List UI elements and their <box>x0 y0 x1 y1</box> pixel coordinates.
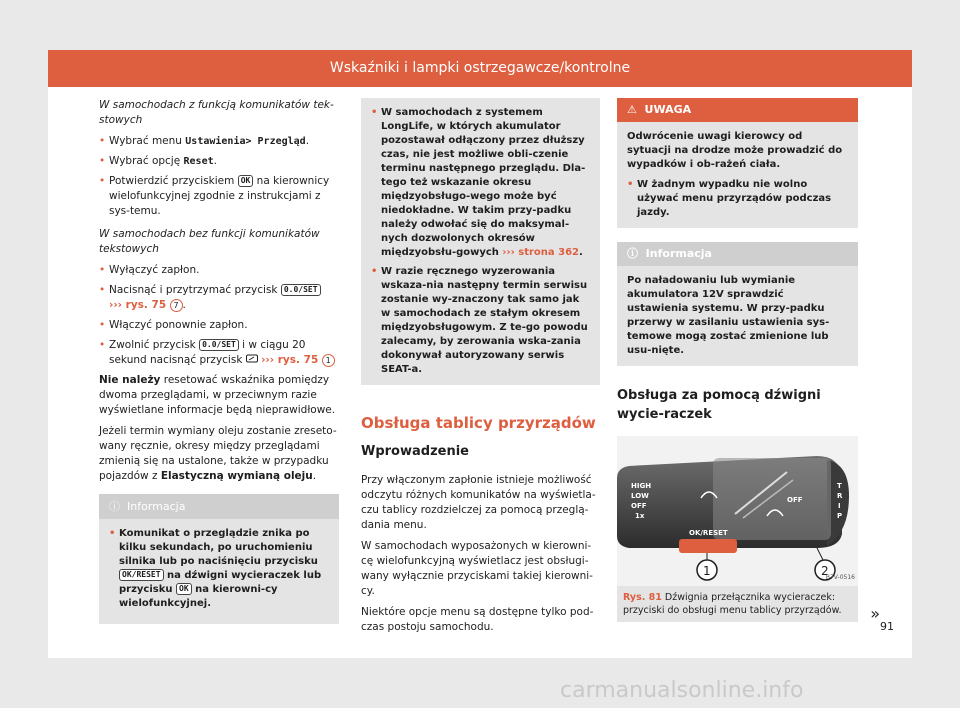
info-box-text: • Komunikat o przeglądzie znika po kilku sekundach, po uruchomieniu silnika lub po naciśnięciu przycisku OK/RESET na dźwigni wycieraczek lub przycisku OK na kierowni-cy wielofunkcyjnej. <box>109 527 329 611</box>
fig-button-label: OK/RESET <box>689 529 728 537</box>
note-manual-reset: Jeżeli termin wymiany oleju zostanie zreseto-wany ręcznie, okresy między przeglądami zmienią się na ustalone, także w przypadku pojazdów z Elastyczną wymianą oleju. <box>99 425 337 482</box>
fig-label-off: OFF <box>631 502 647 510</box>
fig-trip-r: R <box>837 492 843 500</box>
info-box-battery <box>617 242 858 366</box>
step-select-menu: • Wybrać menu Ustawienia> Przegląd. <box>99 134 339 149</box>
figure-ref-link[interactable]: ››› rys. 75 <box>261 354 319 366</box>
section-heading-wiper: Obsługa za pomocą dźwigni wycie-raczek <box>617 388 821 422</box>
warning-triangle-icon: ⚠ <box>627 103 637 116</box>
option-reset: Reset <box>183 156 214 167</box>
intro-no-text-messages: W samochodach bez funkcji komunikatów tekstowych <box>99 228 320 255</box>
fig-callout-1: 1 <box>703 564 711 578</box>
caption-label: Rys. 81 <box>623 592 662 603</box>
figure-ref-link[interactable]: ››› rys. 75 <box>109 299 167 311</box>
paragraph-2: W samochodach wyposażonych w kierowni-cę wielofunkcyjną wyświetlacz jest obsługi-wany wyłącznie przyciskami takiej kierowni-cy. <box>361 540 593 597</box>
info-box-header: ⓘ Informacja <box>617 242 858 266</box>
page-header <box>48 50 912 87</box>
fig-trip-i: I <box>838 502 841 510</box>
info-battery-text: Po naładowaniu lub wymianie akumulatora 12V sprawdzić ustawienia systemu. W przy-padku przerwy w zasilaniu ustawienia sys-temowe mogą zostać zmienione lub usu-nięte. <box>627 275 830 356</box>
step-ignition-off: • Wyłączyć zapłon. <box>99 263 339 278</box>
figure-caption <box>617 586 880 623</box>
watermark: carmanualsonline.info <box>560 678 804 703</box>
set-key-icon: 0.0/SET <box>199 339 239 351</box>
ok-reset-key-icon: OK/RESET <box>119 569 164 581</box>
info-box <box>99 494 339 624</box>
info-box-header: ⓘ Informacja <box>99 494 339 519</box>
wiper-button-icon <box>246 353 258 368</box>
wiper-lever-illustration <box>617 436 858 586</box>
figure-code: B7V-0516 <box>825 574 855 581</box>
page-number: 91 <box>880 620 894 633</box>
step-press-hold: • Nacisnąć i przytrzymać przycisk 0.0/SET ››› rys. 75 7 . <box>99 283 339 313</box>
fig-callout-2: 2 <box>821 564 829 578</box>
caption-text: Dźwignia przełącznika wycieraczek: przyciski do obsługi menu tablicy przyrządów. <box>623 592 842 616</box>
page-ref-link[interactable]: ››› strona 362 <box>502 247 580 258</box>
fig-label-low: LOW <box>631 492 649 500</box>
column-1 <box>99 98 339 624</box>
fig-trip-t: T <box>837 482 842 490</box>
warning-box <box>617 98 858 228</box>
ok-key-icon: OK <box>238 175 254 187</box>
paragraph-1: Przy włączonym zapłonie istnieje możliwość odczytu różnych komunikatów na wyświetla-czu tablicy rozdzielczej za pomocą przeglą-dania menu. <box>361 474 596 531</box>
continue-arrow-icon: » <box>870 604 880 623</box>
note-do-not-reset: Nie należy resetować wskaźnika pomiędzy dwoma przeglądami, w przeciwnym razie wyświetlane informacje będą nieprawidłowe. <box>99 374 336 416</box>
fig-label-high: HIGH <box>631 482 652 490</box>
header-title: Wskaźniki i lampki ostrzegawcze/kontrolne <box>329 60 631 76</box>
intro-text-messages: W samochodach z funkcją komunikatów tek-stowych <box>99 99 334 126</box>
longlife-note: • W samochodach z systemem LongLife, w których akumulator pozostawał odłączony przez dłuższy czas, nie jest możliwe obli-czenie terminu następnego przeglądu. Dla-tego też wskazanie okresu międzyobsługo-wego może być niedokładne. W takim przy-padku należy odwołać się do maksymal-nych dozwolonych okresów międzyobsłu-gowych ››› strona 362. <box>371 106 590 260</box>
step-ignition-on: • Włączyć ponownie zapłon. <box>99 318 339 333</box>
callout-1-icon: 1 <box>322 354 335 367</box>
ok-key-icon: OK <box>176 583 192 595</box>
column-2 <box>361 98 600 641</box>
step-release: • Zwolnić przycisk 0.0/SET i w ciągu 20 sekund nacisnąć przycisk ››› rys. 75 1 <box>99 338 339 368</box>
info-icon: ⓘ <box>627 247 638 260</box>
section-heading: Obsługa tablicy przyrządów <box>361 414 596 432</box>
warning-bullet: • W żadnym wypadku nie wolno używać menu przyrządów podczas jazdy. <box>627 178 848 220</box>
paragraph-3: Niektóre opcje menu są dostępne tylko pod-czas postoju samochodu. <box>361 606 594 633</box>
warning-text: Odwrócenie uwagi kierowcy od sytuacji na drodze może prowadzić do wypadków i ob-rażeń ciała. <box>627 131 843 170</box>
fig-label-1x: 1x <box>635 512 645 520</box>
fig-trip-p: P <box>837 512 843 520</box>
step-select-option: • Wybrać opcję Reset. <box>99 154 339 169</box>
fig-label-off-right: OFF <box>787 496 803 504</box>
wiper-lever-figure <box>617 436 858 586</box>
column-3 <box>617 98 880 623</box>
callout-7-icon: 7 <box>170 299 183 312</box>
longlife-box <box>361 98 600 385</box>
subsection-heading: Wprowadzenie <box>361 444 469 459</box>
step-confirm: • Potwierdzić przyciskiem OK na kierownicy wielofunkcyjnej zgodnie z instrukcjami z sys-temu. <box>99 174 339 219</box>
info-icon: ⓘ <box>109 500 120 513</box>
warning-header: ⚠ UWAGA <box>617 98 858 122</box>
set-key-icon: 0.0/SET <box>281 284 321 296</box>
manual-reset-note: • W razie ręcznego wyzerowania wskaza-nia następny termin serwisu zostanie wy-znaczony tak samo jak w samochodach ze stałym okresem międzyobsługowym. Z te-go powodu zalecamy, by zerowania wska-zania dokonywał autoryzowany serwis SEAT-a. <box>371 265 590 377</box>
menu-path: Ustawienia> Przegląd <box>185 136 306 147</box>
